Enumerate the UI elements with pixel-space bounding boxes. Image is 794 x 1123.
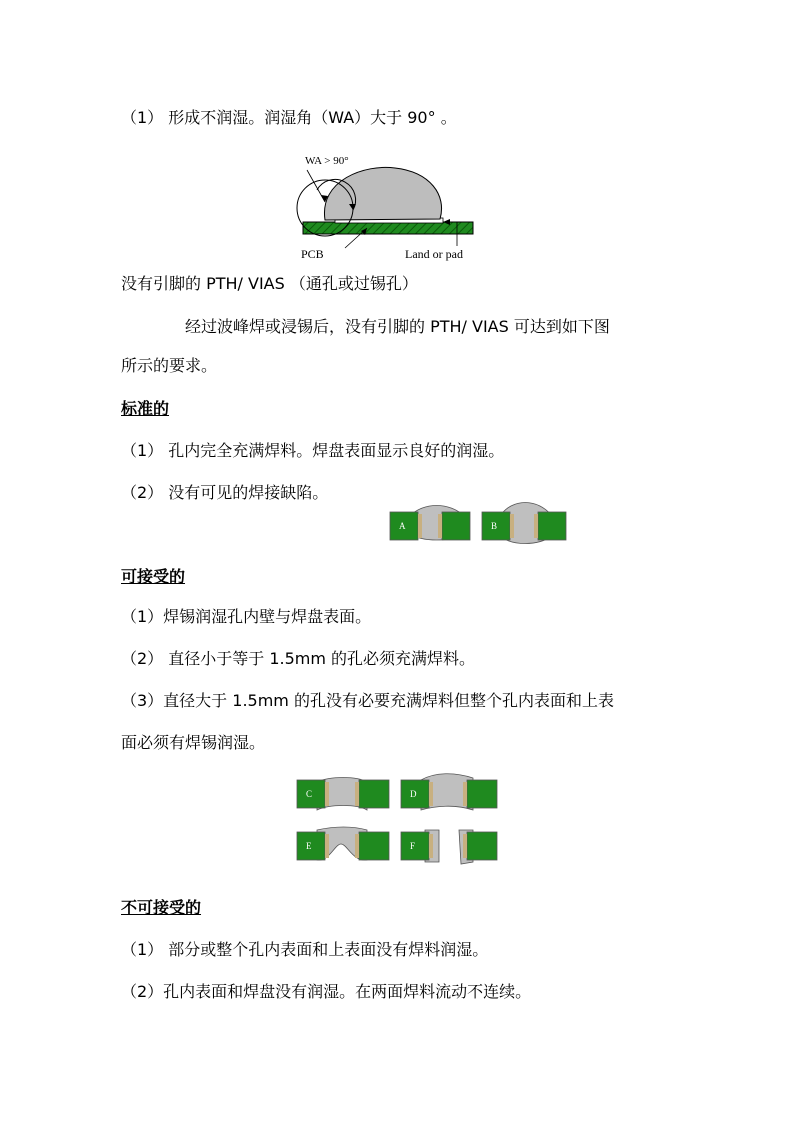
solder-droplet — [324, 167, 441, 220]
standard-item-1: （1） 孔内完全充满焊料。焊盘表面显示良好的润湿。 — [121, 441, 505, 460]
acceptable-heading: 可接受的 — [121, 567, 186, 586]
standard-heading: 标准的 — [121, 399, 170, 418]
pth-title: 没有引脚的 PTH/ VIAS （通孔或过锡孔） — [121, 274, 418, 293]
pth-desc-line1: 经过波峰焊或浸锡后，没有引脚的 PTH/ VIAS 可达到如下图 — [185, 317, 610, 336]
wetting-angle-figure — [295, 150, 485, 268]
land-label: Land or pad — [405, 247, 463, 261]
pth-desc-line2: 所示的要求。 — [121, 356, 218, 375]
via-label-e: E — [306, 841, 312, 851]
acceptable-via-figures — [295, 770, 501, 870]
standard-item-2: （2） 没有可见的焊接缺陷。 — [121, 483, 329, 502]
unacceptable-item-1: （1） 部分或整个孔内表面和上表面没有焊料润湿。 — [121, 940, 489, 959]
angle-label: WA > 90° — [305, 155, 349, 167]
via-label-c: C — [306, 789, 313, 799]
unacceptable-item-2: （2）孔内表面和焊盘没有润湿。在两面焊料流动不连续。 — [121, 982, 532, 1001]
acceptable-item-4: 面必须有焊锡润湿。 — [121, 733, 266, 752]
via-label-a: A — [399, 521, 406, 531]
via-label-f: F — [410, 841, 416, 851]
acceptable-item-3: （3）直径大于 1.5mm 的孔没有必要充满焊料但整个孔内表面和上表 — [121, 691, 614, 710]
via-label-d: D — [410, 789, 417, 799]
via-label-b: B — [491, 521, 498, 531]
pcb-label: PCB — [301, 247, 324, 261]
acceptable-item-1: （1）焊锡润湿孔内壁与焊盘表面。 — [121, 607, 372, 626]
acceptable-item-2: （2） 直径小于等于 1.5mm 的孔必须充满焊料。 — [121, 649, 476, 668]
standard-via-figures — [388, 500, 570, 548]
unacceptable-heading: 不可接受的 — [121, 898, 202, 917]
intro-item: （1） 形成不润湿。润湿角（WA）大于 90° 。 — [121, 108, 457, 127]
